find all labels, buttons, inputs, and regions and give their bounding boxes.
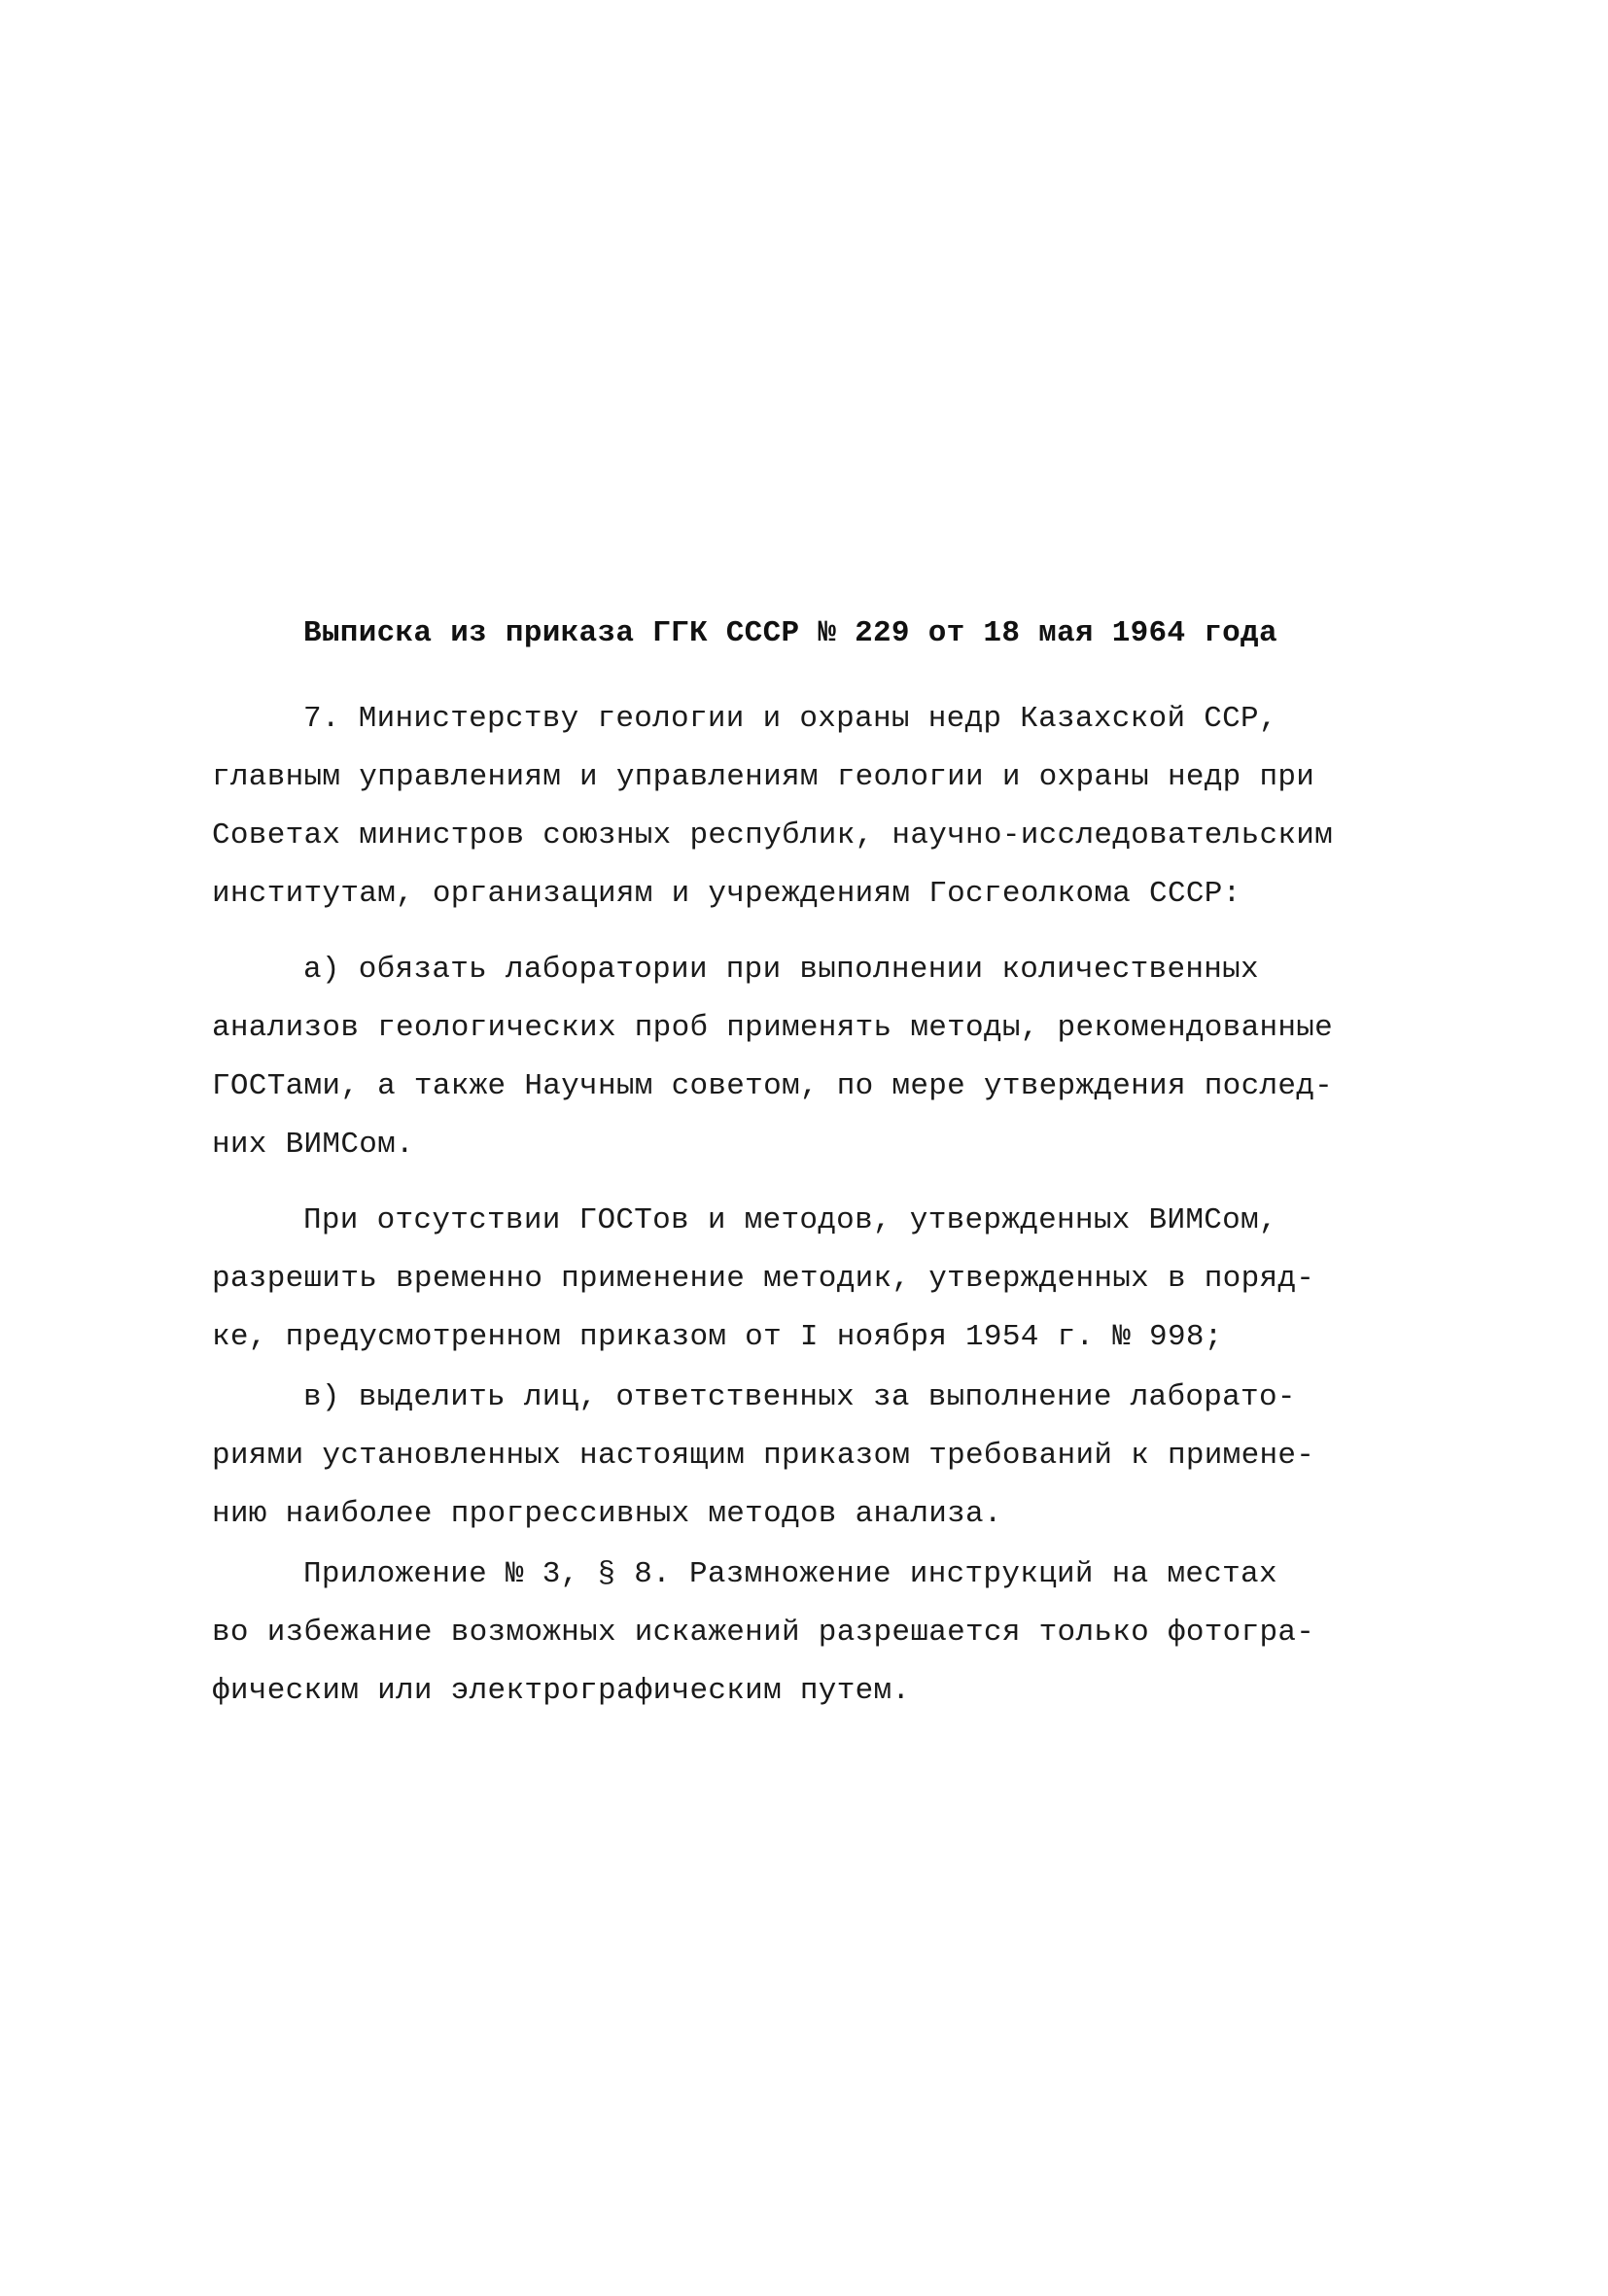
paragraph-line: нию наиболее прогрессивных методов анализа.: [212, 1497, 1002, 1531]
paragraph-line: Советах министров союзных республик, научно-исследовательским: [212, 818, 1334, 852]
paragraph-line: 7. Министерству геологии и охраны недр Казахской ССР,: [303, 702, 1277, 736]
paragraph-line: Приложение № 3, § 8. Размножение инструкций на местах: [303, 1557, 1277, 1591]
paragraph-line: разрешить временно применение методик, утвержденных в поряд-: [212, 1262, 1315, 1296]
paragraph-line: во избежание возможных искажений разрешается только фотогра-: [212, 1616, 1315, 1650]
paragraph-line: институтам, организациям и учреждениям Госгеолкома СССР:: [212, 877, 1241, 911]
paragraph-line: ке, предусмотренном приказом от I ноября 1954 г. № 998;: [212, 1320, 1223, 1354]
paragraph-line: а) обязать лаборатории при выполнении количественных: [303, 953, 1259, 987]
paragraph-line: главным управлениям и управлениям геологии и охраны недр при: [212, 760, 1315, 794]
paragraph-line: риями установленных настоящим приказом требований к примене-: [212, 1439, 1315, 1473]
paragraph-line: анализов геологических проб применять методы, рекомендованные: [212, 1011, 1334, 1045]
paragraph-line: них ВИМСом.: [212, 1128, 414, 1162]
paragraph-line: При отсутствии ГОСТов и методов, утвержденных ВИМСом,: [303, 1203, 1277, 1237]
paragraph-line: ГОСТами, а также Научным советом, по мере утверждения послед-: [212, 1069, 1334, 1103]
document-title: Выписка из приказа ГГК СССР № 229 от 18 мая 1964 года: [303, 616, 1277, 650]
paragraph-line: фическим или электрографическим путем.: [212, 1674, 911, 1708]
paragraph-line: в) выделить лиц, ответственных за выполнение лаборато-: [303, 1380, 1296, 1414]
